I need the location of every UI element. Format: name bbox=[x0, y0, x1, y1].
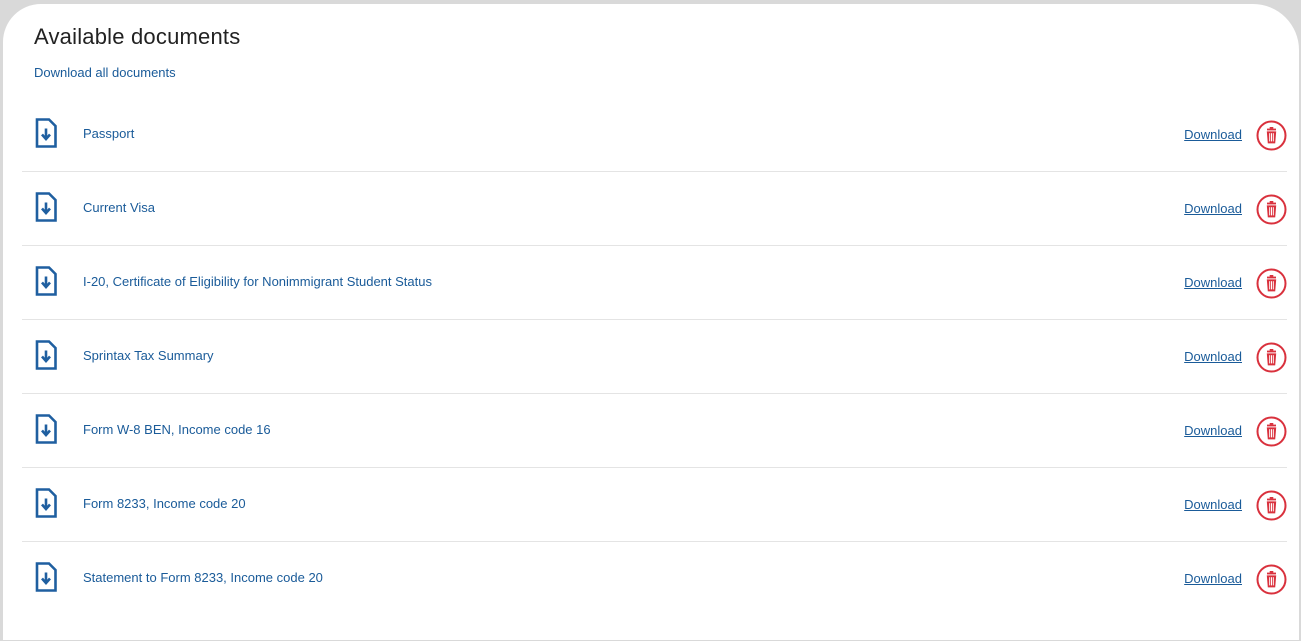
document-name[interactable]: Passport bbox=[83, 126, 135, 141]
document-name[interactable]: Sprintax Tax Summary bbox=[83, 348, 214, 363]
download-link[interactable]: Download bbox=[1184, 201, 1242, 216]
file-download-icon[interactable] bbox=[35, 488, 57, 518]
file-download-icon[interactable] bbox=[35, 414, 57, 444]
document-row bbox=[22, 542, 1287, 616]
document-name[interactable]: Current Visa bbox=[83, 200, 156, 215]
file-download-icon[interactable] bbox=[35, 118, 57, 148]
document-name[interactable]: I-20, Certificate of Eligibility for Nonimmigrant Student Status bbox=[83, 274, 432, 289]
documents-card bbox=[3, 4, 1299, 640]
file-download-icon[interactable] bbox=[35, 266, 57, 296]
trash-icon bbox=[1256, 416, 1287, 447]
trash-icon bbox=[1256, 194, 1287, 225]
download-link[interactable]: Download bbox=[1184, 275, 1242, 290]
file-download-icon[interactable] bbox=[35, 192, 57, 222]
download-link[interactable]: Download bbox=[1184, 497, 1242, 512]
document-row bbox=[22, 394, 1287, 468]
download-link[interactable]: Download bbox=[1184, 349, 1242, 364]
delete-button[interactable] bbox=[1256, 342, 1287, 373]
trash-icon bbox=[1256, 342, 1287, 373]
document-row bbox=[22, 172, 1287, 246]
delete-button[interactable] bbox=[1256, 564, 1287, 595]
document-list bbox=[22, 98, 1287, 616]
download-link[interactable]: Download bbox=[1184, 571, 1242, 586]
delete-button[interactable] bbox=[1256, 120, 1287, 151]
trash-icon bbox=[1256, 564, 1287, 595]
document-name[interactable]: Statement to Form 8233, Income code 20 bbox=[83, 570, 323, 585]
delete-button[interactable] bbox=[1256, 490, 1287, 521]
trash-icon bbox=[1256, 120, 1287, 151]
document-name[interactable]: Form 8233, Income code 20 bbox=[83, 496, 246, 511]
document-row bbox=[22, 320, 1287, 394]
delete-button[interactable] bbox=[1256, 268, 1287, 299]
download-link[interactable]: Download bbox=[1184, 127, 1242, 142]
file-download-icon[interactable] bbox=[35, 340, 57, 370]
download-link[interactable]: Download bbox=[1184, 423, 1242, 438]
download-all-link[interactable]: Download all documents bbox=[34, 65, 176, 80]
trash-icon bbox=[1256, 268, 1287, 299]
trash-icon bbox=[1256, 490, 1287, 521]
delete-button[interactable] bbox=[1256, 194, 1287, 225]
document-name[interactable]: Form W-8 BEN, Income code 16 bbox=[83, 422, 271, 437]
delete-button[interactable] bbox=[1256, 416, 1287, 447]
file-download-icon[interactable] bbox=[35, 562, 57, 592]
document-row bbox=[22, 246, 1287, 320]
document-row bbox=[22, 468, 1287, 542]
document-row bbox=[22, 98, 1287, 172]
section-title: Available documents bbox=[34, 24, 241, 49]
